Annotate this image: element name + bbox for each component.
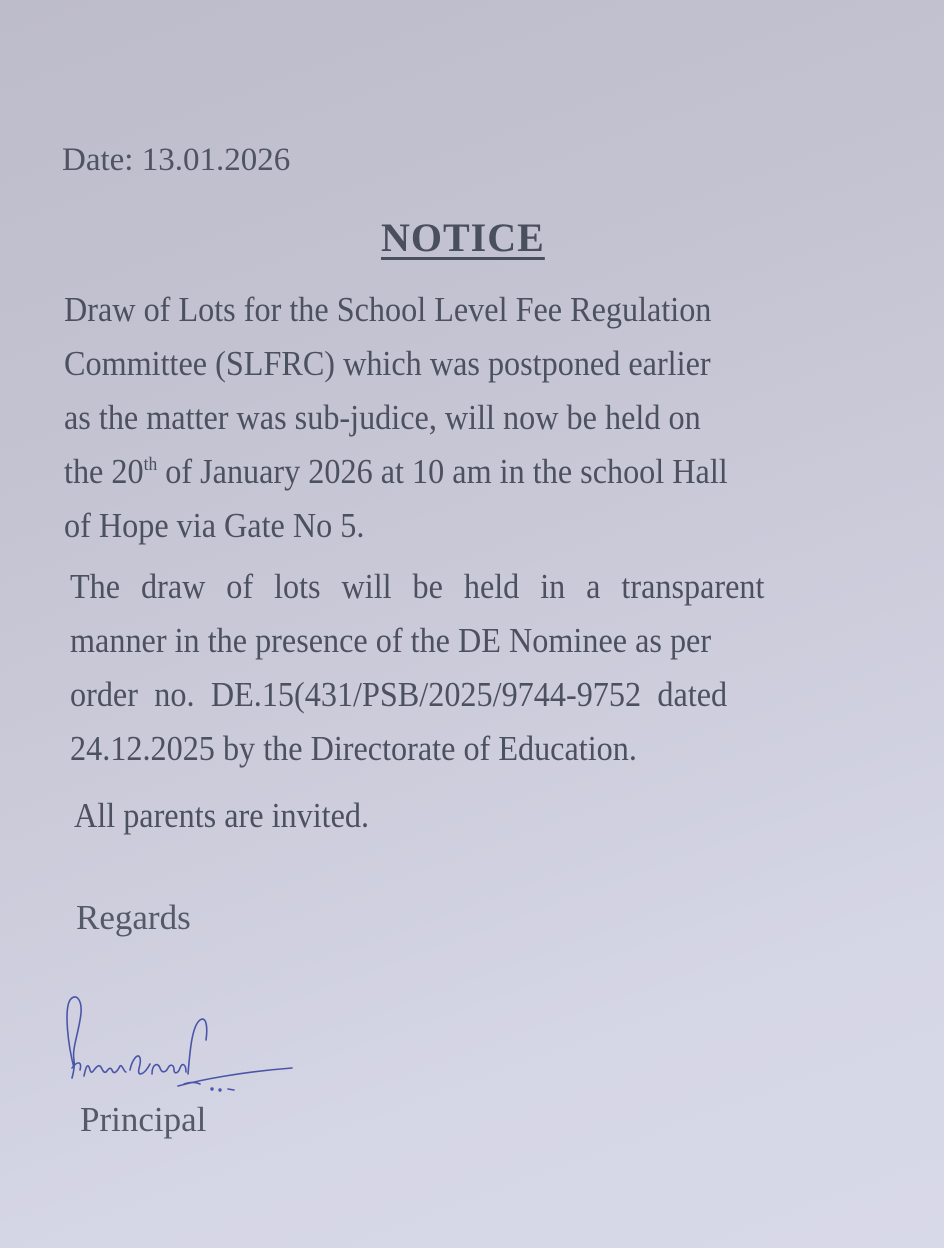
paragraph-line: The draw of lots will be held in a transparent: [70, 567, 765, 606]
notice-paragraph-announcement: [64, 283, 883, 553]
notice-date: Date: 13.01.2026: [62, 142, 291, 178]
paragraph-line: manner in the presence of the DE Nominee as per: [70, 621, 712, 660]
paragraph-line: order no. DE.15(431/PSB/2025/9744-9752 dated: [70, 675, 728, 714]
closing-regards: Regards: [76, 898, 191, 937]
notice-paragraph-details: [70, 560, 893, 776]
signature-icon: [60, 990, 310, 1095]
paragraph-line: [64, 445, 883, 499]
notice-title: NOTICE: [381, 215, 545, 260]
paragraph-line: Draw of Lots for the School Level Fee Regulation: [64, 290, 712, 329]
date-venue-text: of January 2026 at 10 am in the school Hall: [157, 452, 728, 491]
paragraph-line: Committee (SLFRC) which was postponed earlier: [64, 344, 711, 383]
signatory-title: Principal: [80, 1100, 207, 1139]
notice-invitation: All parents are invited.: [74, 796, 370, 835]
paragraph-line: 24.12.2025 by the Directorate of Education.: [70, 729, 637, 768]
ordinal-suffix: th: [143, 454, 158, 475]
paragraph-line: of Hope via Gate No 5.: [64, 506, 365, 545]
date-text: the 20: [64, 452, 144, 491]
paragraph-line: as the matter was sub-judice, will now be held on: [64, 398, 701, 437]
